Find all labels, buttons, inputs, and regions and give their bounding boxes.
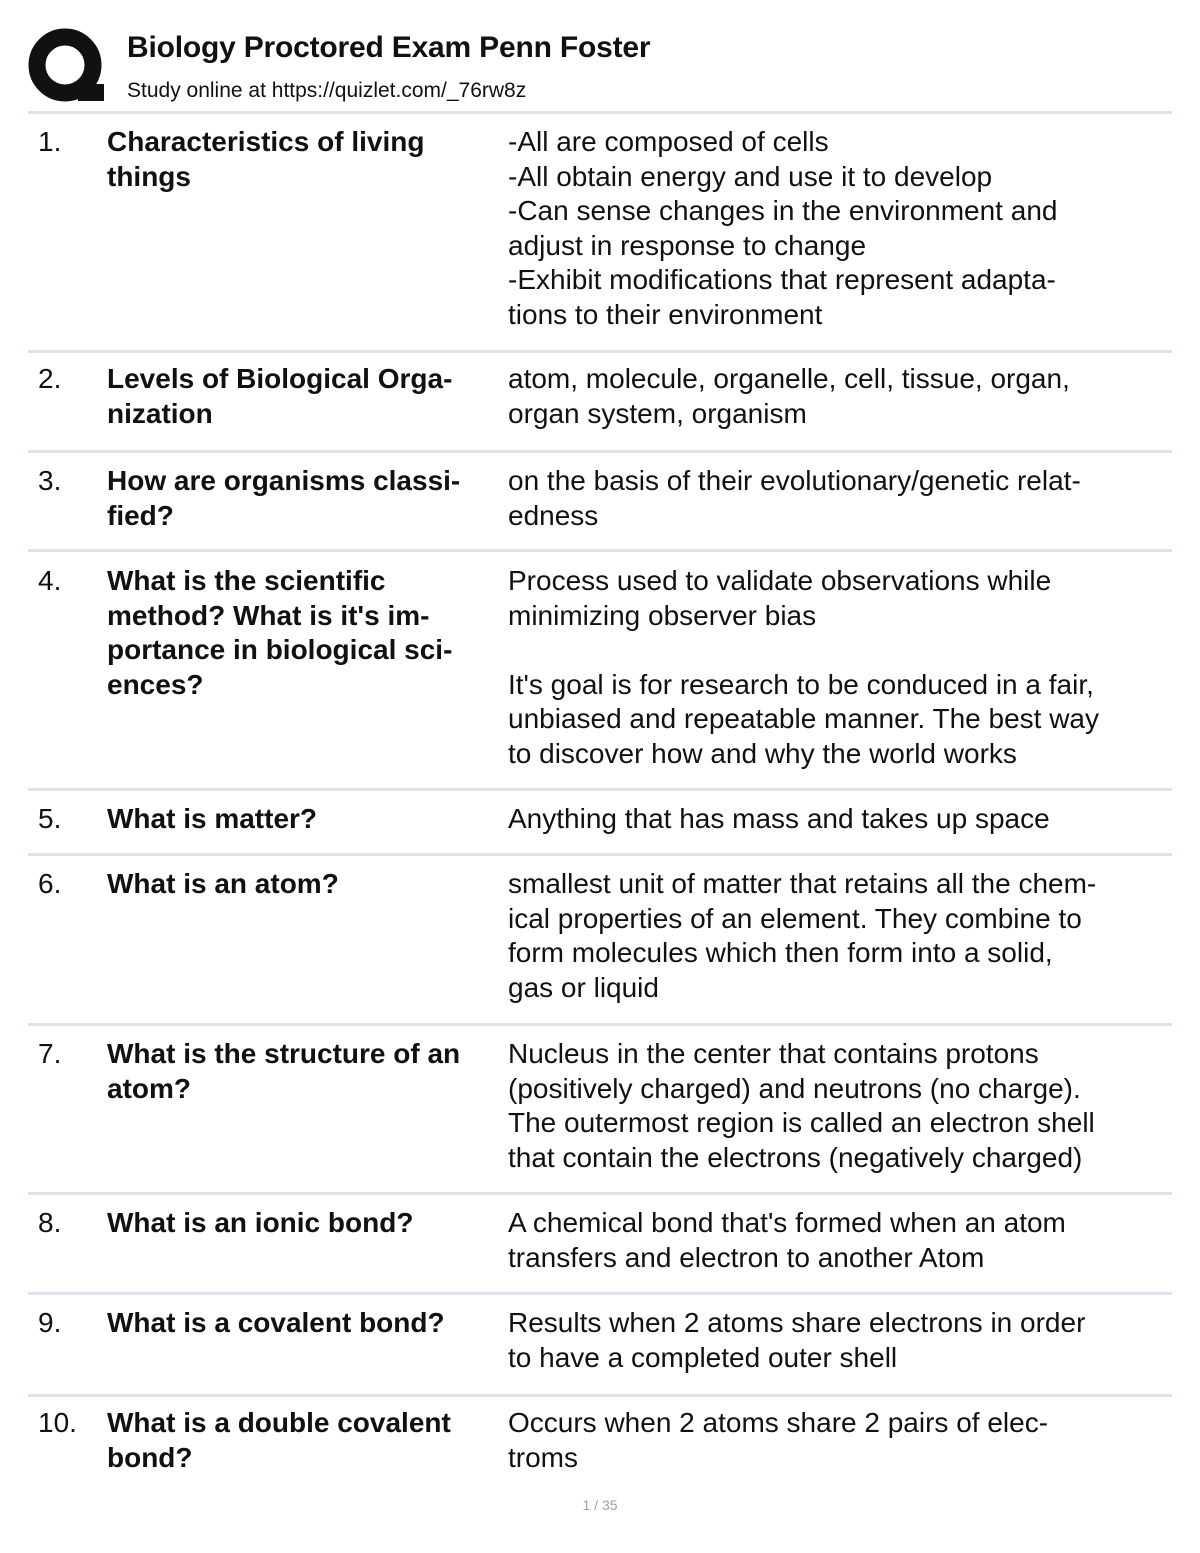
divider — [28, 1192, 1172, 1195]
card-definition: A chemical bond that's formed when an atom transfers and electron to another Atom — [508, 1207, 1066, 1273]
card-term: What is the scientific method? What is it's im- portance in biological sci- ences? — [107, 565, 453, 700]
card-number: 6. — [38, 868, 62, 899]
card-number: 7. — [38, 1038, 62, 1069]
card-definition: Anything that has mass and takes up space — [508, 803, 1050, 834]
card-number: 8. — [38, 1207, 62, 1238]
card-definition: smallest unit of matter that retains all the chem- ical properties of an element. They combine to form molecules which then form into a solid, gas or liquid — [508, 868, 1097, 1003]
divider — [28, 788, 1172, 791]
divider — [28, 350, 1172, 353]
card-definition: -All are composed of cells -All obtain energy and use it to develop -Can sense changes in the environment and adjust in response to change -Exhibit modifications that represent adapta- tions to their environment — [508, 126, 1058, 330]
card-term: What is the structure of an atom? — [107, 1038, 461, 1104]
card-definition: atom, molecule, organelle, cell, tissue, organ, organ system, organism — [508, 363, 1070, 429]
card-number: 2. — [38, 363, 62, 394]
document-title: Biology Proctored Exam Penn Foster — [127, 31, 651, 64]
card-term: Levels of Biological Orga- nization — [107, 363, 453, 429]
card-number: 1. — [38, 126, 62, 157]
card-term: Characteristics of living things — [107, 126, 425, 192]
divider — [28, 111, 1172, 114]
card-term: How are organisms classi- fied? — [107, 465, 461, 531]
divider — [28, 1394, 1172, 1397]
divider — [28, 853, 1172, 856]
card-term: What is a covalent bond? — [107, 1307, 445, 1338]
card-term: What is an ionic bond? — [107, 1207, 414, 1238]
card-definition: Process used to validate observations while minimizing observer bias It's goal is for research to be conduced in a fair, unbiased and repeatable manner. The best way to discover how and why the world works — [508, 565, 1100, 769]
divider — [28, 549, 1172, 552]
card-definition: on the basis of their evolutionary/genetic relat- edness — [508, 465, 1081, 531]
card-term: What is an atom? — [107, 868, 339, 899]
divider — [28, 1023, 1172, 1026]
card-number: 3. — [38, 465, 62, 496]
card-number: 5. — [38, 803, 62, 834]
card-number: 10. — [38, 1407, 77, 1438]
quizlet-q-logo-icon — [28, 28, 106, 106]
card-term: What is matter? — [107, 803, 318, 834]
card-term: What is a double covalent bond? — [107, 1407, 451, 1473]
card-number: 9. — [38, 1307, 62, 1338]
study-online-link[interactable]: Study online at https://quizlet.com/_76rw8z — [127, 79, 527, 102]
divider — [28, 450, 1172, 453]
card-definition: Occurs when 2 atoms share 2 pairs of elec- troms — [508, 1407, 1049, 1473]
card-definition: Results when 2 atoms share electrons in order to have a completed outer shell — [508, 1307, 1086, 1373]
page-indicator: 1 / 35 — [582, 1497, 618, 1513]
divider — [28, 1292, 1172, 1295]
card-number: 4. — [38, 565, 62, 596]
card-definition: Nucleus in the center that contains protons (positively charged) and neutrons (no charge). The outermost region is called an electron shell that contain the electrons (negatively charged) — [508, 1038, 1095, 1173]
